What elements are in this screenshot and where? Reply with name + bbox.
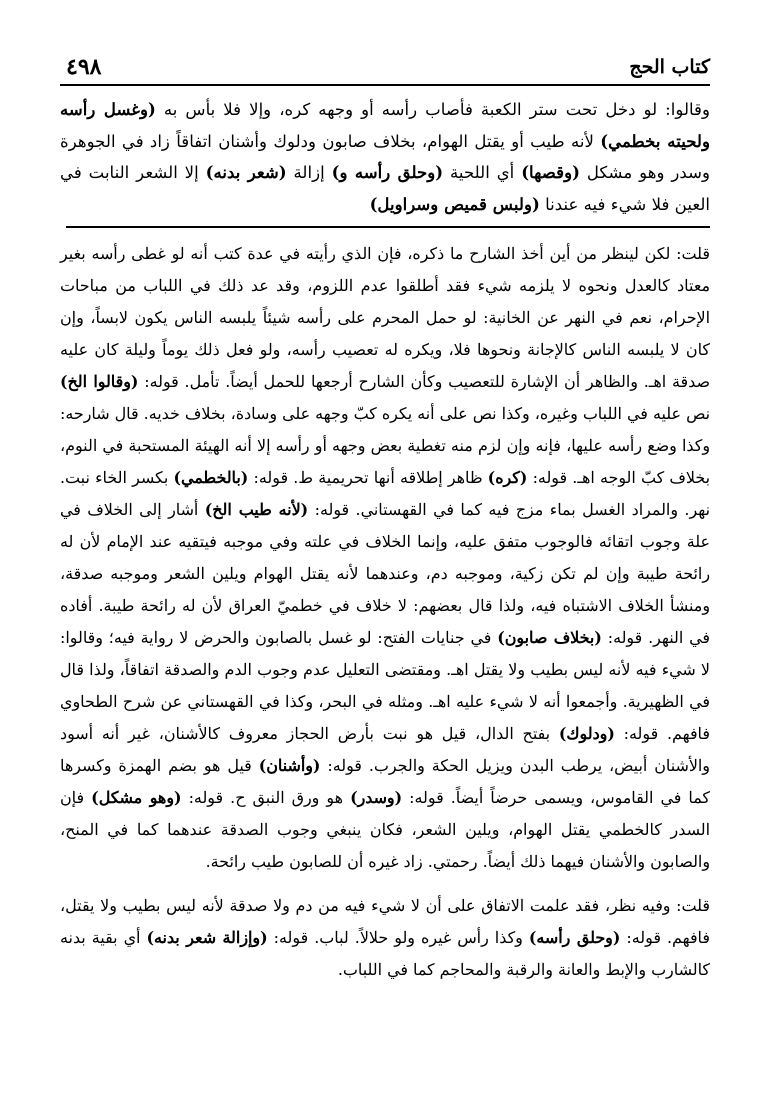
bold-lemma: (بالخطمي) <box>173 468 249 488</box>
text-run: لأنه طيب أو يقتل الهوام، بخلاف صابون ودلوك وأشنان اتفاقاً زاد في الجوهرة وسدر وهو مشكل <box>60 131 710 183</box>
text-run: أشار إلى الخلاف في علة وجوب اتقائه فالوجوب متفق عليه، وإنما الخلاف في علته وفي موجبه فيتقيه عند الإمام لأن له رائحة طيبة وإن لم تكن زكية، وموجبه دم، وعندهما لأنه يقتل الهوام ويلين الشعر وموجبه صدقة، ومنشأ الخلاف الاشتباه فيه، ولذا قال بعضهم: لا خلاف في خطميّ العراق لأن له رائحة طيبة. أفاده في النهر. قوله: <box>60 500 710 648</box>
text-run: نص عليه في اللباب وغيره، وكذا نص على أنه يكره كبّ وجهه على وسادة، بخلاف خديه. قال شارحه: وكذا وضع رأسه عليها، فإنه وإن لزم منه تغطية بعض وجهه أو رأسه إلا أنه الهيئة المستحبة في النوم، بخلاف كبّ الوجه اهـ. قوله: <box>60 404 711 488</box>
bold-lemma: (كره) <box>487 468 528 488</box>
page-number: ٤٩٨ <box>66 54 102 80</box>
bold-lemma: (لأنه طيب الخ) <box>204 500 309 520</box>
commentary-paragraph <box>60 890 710 986</box>
main-text <box>60 94 710 226</box>
commentary-text <box>60 238 710 986</box>
text-run: وكذا رأس غيره ولو حلالاً. لباب. قوله: <box>267 928 529 948</box>
bold-lemma: (وغسل رأسه ولحيته بخطمي) <box>60 99 711 151</box>
running-title: كتاب الحج <box>629 56 710 78</box>
bold-lemma: (وحلق رأسه) <box>528 928 621 948</box>
text-run: أي بقية بدنه كالشارب والإبط والعانة والرقبة والمحاجم كما في اللباب. <box>60 928 710 980</box>
bold-lemma: (وأشنان) <box>258 756 321 776</box>
text-run: بكسر الخاء نبت. نهر. والمراد الغسل بماء مزج فيه كما في القهستاني. قوله: <box>60 468 710 520</box>
text-run: إلا الشعر النابت في العين فلا شيء فيه عندنا <box>60 163 710 214</box>
text-run: ظاهر إطلاقه أنها تحريمية ط. قوله: <box>248 468 488 488</box>
section-divider <box>66 226 710 228</box>
text-run: قلت: وفيه نظر، فقد علمت الاتفاق على أن لا شيء فيه من دم ولا صدقة لأنه ليس بطيب ولا يقتل، فافهم. قوله: <box>60 896 710 948</box>
text-run: أي اللحية <box>443 163 522 183</box>
text-run: وقالوا: لو دخل تحت ستر الكعبة فأصاب رأسه أو وجهه كره، وإلا فلا بأس به <box>155 100 710 119</box>
bold-lemma: (وإزالة شعر بدنه) <box>146 928 268 948</box>
bold-lemma: (ودلوك) <box>558 724 615 744</box>
text-run: بفتح الدال، قيل هو نبت بأرض الحجاز معروف كالأشنان، غير أنه أسود والأشنان أبيض، يرطب البدن ويزيل الحكة والجرب. قوله: <box>60 724 710 776</box>
bold-lemma: (وقالوا الخ) <box>60 372 139 392</box>
bold-lemma: (وهو مشكل) <box>91 788 182 808</box>
text-run: هو ورق النبق ح. قوله: <box>181 788 351 808</box>
bold-lemma: (بخلاف صابون) <box>497 628 602 648</box>
bold-lemma: (وقصها) <box>521 162 580 183</box>
bold-lemma: (وحلق رأسه و) <box>331 162 444 183</box>
bold-lemma: (وسدر) <box>350 788 403 808</box>
page-header <box>60 48 710 86</box>
book-page <box>60 48 710 986</box>
bold-lemma: (شعر بدنه) <box>205 162 287 183</box>
text-run: إزالة <box>286 163 332 183</box>
text-run: فإن السدر كالخطمي يقتل الهوام، ويلين الشعر، فكان ينبغي وجوب الصدقة عندهما كما في المنح، والصابون والأشنان فيهما ذلك أيضاً. رحمتي. زاد غيره أن للصابون طيب رائحة. <box>60 788 710 872</box>
bold-lemma: (ولبس قميص وسراويل) <box>369 193 540 214</box>
text-run: في جنايات الفتح: لو غسل بالصابون والحرض لا رواية فيه؛ وقالوا: لا شيء فيه لأنه ليس بطيب ولا يقتل اهـ. ومقتضى التعليل عدم وجوب الدم والصدقة اتفاقاً، ولذا قال في الظهيرية. وأجمعوا أنه لا شيء عليه اهـ. ومثله في البحر، وكذا في القهستاني عن شرح الطحاوي فافهم. قوله: <box>60 628 710 744</box>
text-run: قلت: لكن لينظر من أين أخذ الشارح ما ذكره، فإن الذي رأيته في عدة كتب أنه لو غطى رأسه بغير معتاد كالعدل ونحوه لا يلزمه شيء فقد أطلقوا عدم اللزوم، وقد عد ذلك في اللباب من مباحات الإحرام، نعم في النهر عن الخانية: لو حمل المحرم على رأسه شيئاً يلبسه الناس يكون لابساً، وإن كان لا يلبسه الناس كالإجانة ونحوها فلا، ويكره له تعصيب رأسه، ولو فعل ذلك يوماً وليلة كان عليه صدقة اهـ. والظاهر أن الإشارة للتعصيب وكأن الشارح أرجعها للحمل أيضاً. تأمل. قوله: <box>60 244 710 392</box>
text-run: قيل هو بضم الهمزة وكسرها كما في القاموس، ويسمى حرضاً أيضاً. قوله: <box>60 756 710 808</box>
commentary-paragraph <box>60 238 710 878</box>
